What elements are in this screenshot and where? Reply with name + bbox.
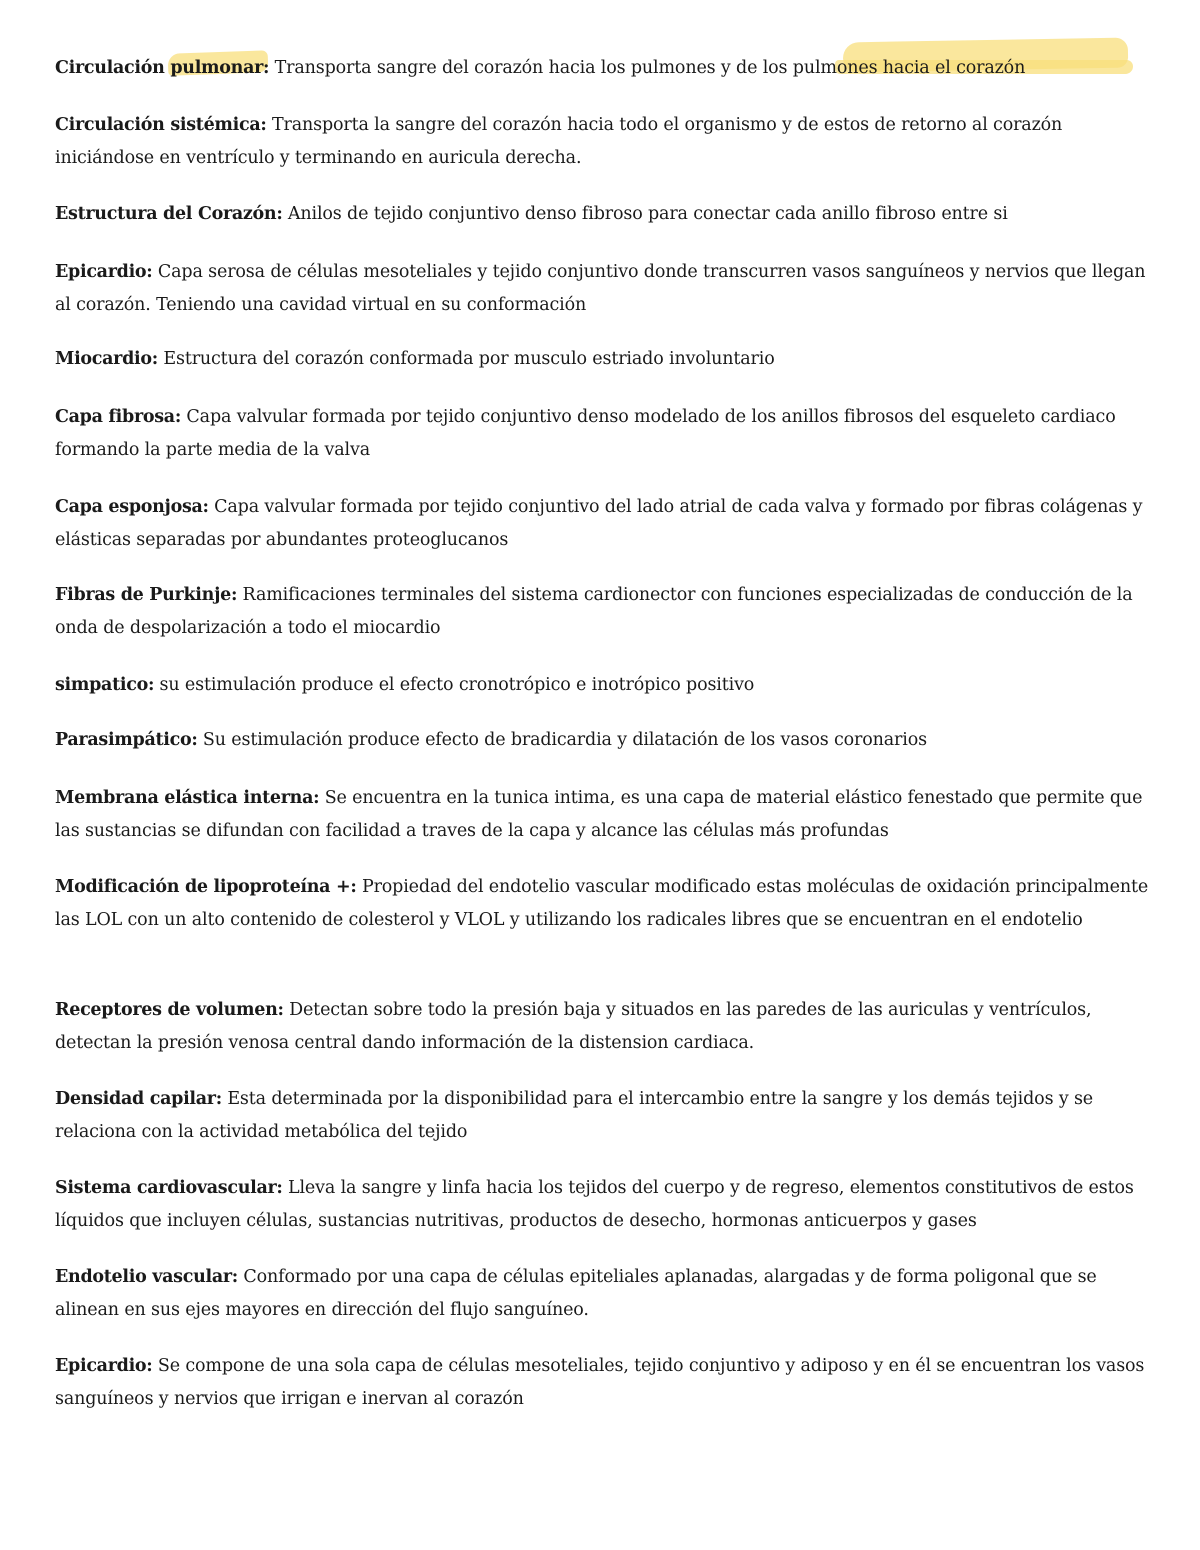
term-label: Fibras de Purkinje: — [55, 585, 238, 605]
term-label: Circulación pulmonar: — [55, 58, 270, 78]
definition-entry — [55, 491, 1150, 556]
definition-entry — [55, 52, 1150, 85]
term-label: Receptores de volumen: — [55, 1000, 284, 1020]
definition-text: Lleva la sangre y linfa hacia los tejidos del cuerpo y de regreso, elementos constitutivos de estos líquidos que incluyen células, sustancias nutritivas, productos de desecho, hormonas anticuerpos y gases — [55, 1178, 1134, 1231]
definition-entry — [55, 256, 1150, 321]
definition-text: Se encuentra en la tunica intima, es una capa de material elástico fenestado que permite que las sustancias se difundan con facilidad a traves de la capa y alcance las células más profundas — [55, 788, 1143, 841]
definition-text: Anilos de tejido conjuntivo denso fibroso para conectar cada anillo fibroso entre si — [287, 204, 1008, 224]
definition-entry — [55, 343, 1150, 376]
definition-entry — [55, 109, 1150, 174]
definition-text: Propiedad del endotelio vascular modificado estas moléculas de oxidación principalmente las LOL con un alto contenido de colesterol y VLOL y utilizando los radicales libres que se encuentran en el endotelio — [55, 877, 1149, 930]
definition-entry — [55, 579, 1150, 644]
definition-text: Estructura del corazón conformada por musculo estriado involuntario — [163, 349, 775, 369]
term-label: Capa esponjosa: — [55, 497, 209, 517]
definition-entry — [55, 198, 1150, 231]
definition-entry — [55, 871, 1150, 936]
definition-text: Transporta la sangre del corazón hacia todo el organismo y de estos de retorno al corazón iniciándose en ventrículo y terminando en auricula derecha. — [55, 115, 1063, 168]
term-label: Circulación sistémica: — [55, 115, 267, 135]
term-label: Sistema cardiovascular: — [55, 1178, 283, 1198]
term-label: Capa fibrosa: — [55, 407, 181, 427]
definition-text: Conformado por una capa de células epiteliales aplanadas, alargadas y de forma poligonal que se alinean en sus ejes mayores en dirección del flujo sanguíneo. — [55, 1267, 1097, 1320]
definition-text: su estimulación produce el efecto cronotrópico e inotrópico positivo — [159, 675, 755, 695]
definition-entry — [55, 1172, 1150, 1237]
definition-entry — [55, 724, 1150, 757]
term-label: Densidad capilar: — [55, 1089, 222, 1109]
definition-text: Capa valvular formada por tejido conjuntivo denso modelado de los anillos fibrosos del esqueleto cardiaco formando la parte media de la valva — [55, 407, 1116, 460]
definition-entry — [55, 994, 1150, 1059]
definition-text: Transporta sangre del corazón hacia los pulmones y de los pulmones hacia el corazón — [274, 58, 1026, 78]
definition-text: Se compone de una sola capa de células mesoteliales, tejido conjuntivo y adiposo y en él se encuentran los vasos sanguíneos y nervios que irrigan e inervan al corazón — [55, 1356, 1145, 1409]
definition-text: Esta determinada por la disponibilidad para el intercambio entre la sangre y los demás tejidos y se relaciona con la actividad metabólica del tejido — [55, 1089, 1094, 1142]
term-label: Epicardio: — [55, 1356, 153, 1376]
term-label: Endotelio vascular: — [55, 1267, 238, 1287]
definition-entry — [55, 782, 1150, 847]
definition-entry — [55, 1261, 1150, 1326]
definition-entry — [55, 1350, 1150, 1415]
term-label: Membrana elástica interna: — [55, 788, 320, 808]
term-label: simpatico: — [55, 675, 155, 695]
definition-entry — [55, 1083, 1150, 1148]
definition-text: Detectan sobre todo la presión baja y situados en las paredes de las auriculas y ventrículos, detectan la presión venosa central dando información de la distension cardiaca. — [55, 1000, 1092, 1053]
definition-text: Su estimulación produce efecto de bradicardia y dilatación de los vasos coronarios — [202, 730, 927, 750]
term-label: Estructura del Corazón: — [55, 204, 283, 224]
definition-text: Ramificaciones terminales del sistema cardionector con funciones especializadas de conducción de la onda de despolarización a todo el miocardio — [55, 585, 1133, 638]
term-label: Parasimpático: — [55, 730, 198, 750]
term-label: Epicardio: — [55, 262, 153, 282]
definition-text: Capa serosa de células mesoteliales y tejido conjuntivo donde transcurren vasos sanguíneos y nervios que llegan al corazón. Teniendo una cavidad virtual en su conformación — [55, 262, 1146, 315]
term-label: Modificación de lipoproteína +: — [55, 877, 357, 897]
definition-entry — [55, 669, 1150, 702]
term-label: Miocardio: — [55, 349, 158, 369]
definition-entry — [55, 401, 1150, 466]
definition-text: Capa valvular formada por tejido conjuntivo del lado atrial de cada valva y formado por fibras colágenas y elásticas separadas por abundantes proteoglucanos — [55, 497, 1143, 550]
